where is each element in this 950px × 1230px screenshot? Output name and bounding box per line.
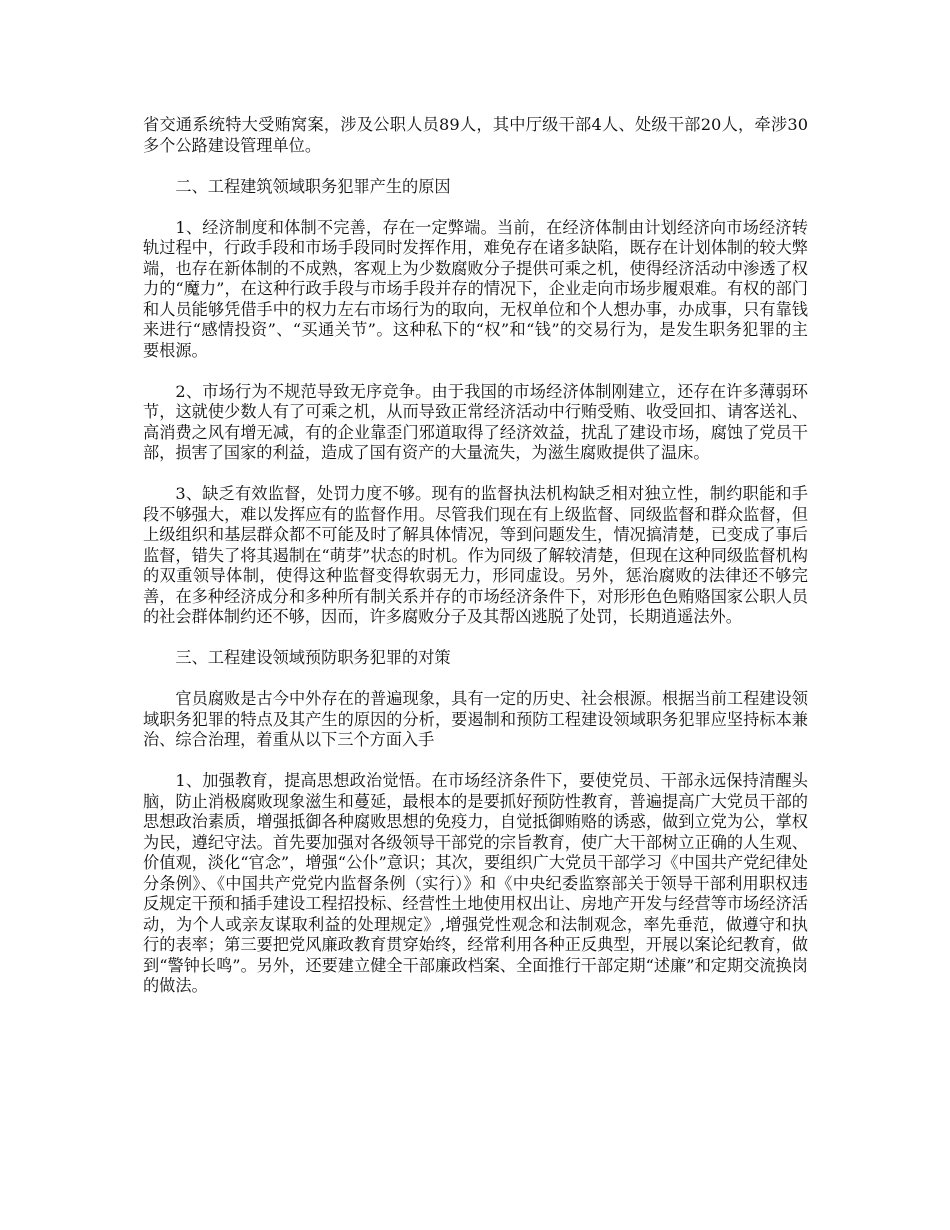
- section-heading-2: 二、工程建筑领域职务犯罪产生的原因: [175, 176, 451, 196]
- section-heading-3: 三、工程建设领域预防职务犯罪的对策: [175, 648, 451, 667]
- paragraph-cause-2: 2、市场行为不规范导致无序竞争。由于我国的市场经济体制刚建立，还存在许多薄弱环节，这就使少数人有了可乘之机，从而导致正常经济活动中行贿受贿、收受回扣、请客送礼、高消费之风有增无减，有的企业靠歪门邪道取得了经济效益，扰乱了建设市场，腐蚀了党员干部，损害了国家的利益，造成了国有资产的大量流失，为滋生腐败提供了温床。: [143, 381, 808, 462]
- paragraph-cause-3: 3、缺乏有效监督，处罚力度不够。现有的监督执法机构缺乏相对独立性，制约职能和手段不够强大，难以发挥应有的监督作用。尽管我们现在有上级监督、同级监督和群众监督，但上级组织和基层群众都不可能及时了解具体情况，等到问题发生，情况搞清楚，已变成了事后监督，错失了将其遏制在“萌芽”状态的时机。作为同级了解较清楚，但现在这种同级监督机构的双重领导体制，使得这种监督变得软弱无力，形同虚设。另外，惩治腐败的法律还不够完善，在多种经济成分和多种所有制关系并存的市场经济条件下，对形形色色贿赂国家公职人员的社会群体制约还不够，因而，许多腐败分子及其帮凶逃脱了处罚，长期逍遥法外。: [143, 484, 808, 626]
- paragraph-cause-1: 1、经济制度和体制不完善，存在一定弊端。当前，在经济体制由计划经济向市场经济转轨过程中，行政手段和市场手段同时发挥作用，难免存在诸多缺陷，既存在计划体制的较大弊端，也存在新体制的不成熟，客观上为少数腐败分子提供可乘之机，使得经济活动中渗透了权力的“魔力”，在这种行政手段与市场手段并存的情况下，企业走向市场步履艰难。有权的部门和人员能够凭借手中的权力左右市场行为的取向，无权单位和个人想办事，办成事，只有靠钱来进行“感情投资”、“买通关节”。这种私下的“权”和“钱”的交易行为，是发生职务犯罪的主要根源。: [143, 217, 808, 360]
- paragraph-continued: 省交通系统特大受贿窝案，涉及公职人员89人，其中厅级干部4人、处级干部20人，牵涉30多个公路建设管理单位。: [143, 115, 808, 155]
- paragraph-measure-1: 1、加强教育，提高思想政治觉悟。在市场经济条件下，要使党员、干部永远保持清醒头脑，防止消极腐败现象滋生和蔓延，最根本的是要抓好预防性教育，普遍提高广大党员干部的思想政治素质，增强抵御各种腐败思想的免疫力，自觉抵御贿赂的诱惑，做到立党为公，掌权为民，遵纪守法。首先要加强对各级领导干部党的宗旨教育，使广大干部树立正确的人生观、价值观，淡化“官念”，增强“公仆”意识；其次，要组织广大党员干部学习《中国共产党纪律处分条例》、《中国共产党党内监督条例（实行）》和《中央纪委监察部关于领导干部利用职权违反规定干预和插手建设工程招投标、经营性土地使用权出让、房地产开发与经营等市场经济活动，为个人或亲友谋取利益的处理规定》,增强党性观念和法制观念，率先垂范，做遵守和执行的表率；第三要把党风廉政教育贯穿始终，经常利用各种正反典型，开展以案论纪教育，做到“警钟长鸣”。另外，还要建立健全干部廉政档案、全面推行干部定期“述廉”和定期交流换岗的做法。: [143, 771, 808, 995]
- document-body: [143, 115, 808, 1017]
- paragraph-intro: 官员腐败是古今中外存在的普遍现象，具有一定的历史、社会根源。根据当前工程建设领域职务犯罪的特点及其产生的原因的分析，要遏制和预防工程建设领域职务犯罪应坚持标本兼治、综合治理，着重从以下三个方面入手: [143, 689, 808, 749]
